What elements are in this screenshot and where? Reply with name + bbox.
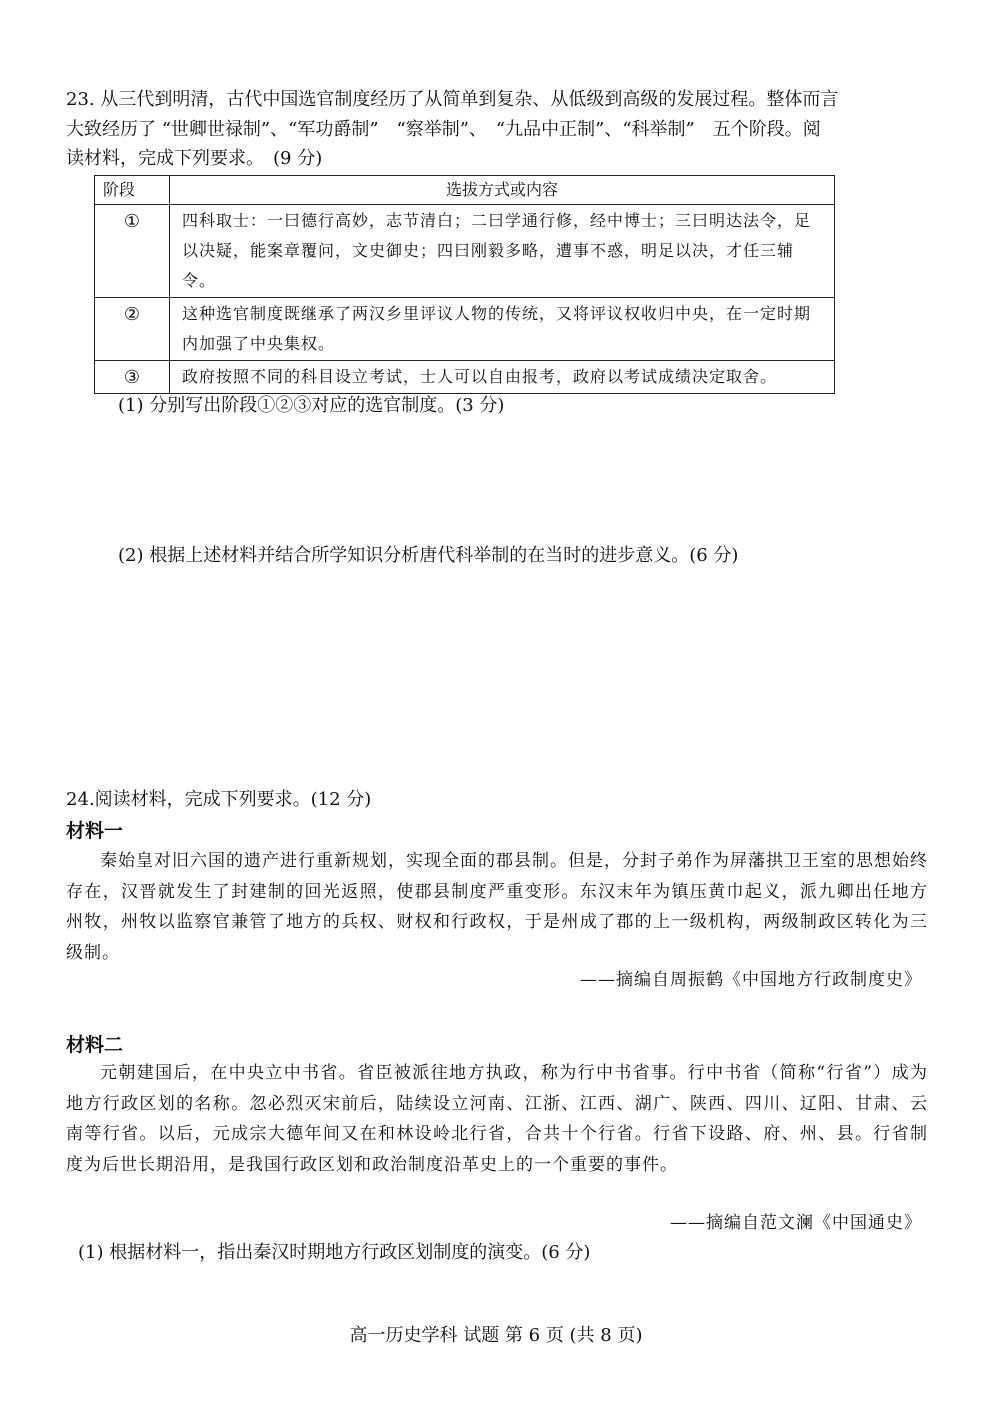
stage-content: 政府按照不同的科目设立考试，士人可以自由报考，政府以考试成绩决定取舍。 — [170, 361, 835, 394]
q24-sub-question-1: (1) 根据材料一，指出秦汉时期地方行政区划制度的演变。(6 分) — [78, 1242, 591, 1263]
q23-intro-line-1: 23. 从三代到明清，古代中国选官制度经历了从简单到复杂、从低级到高级的发展过程。整体而言 — [66, 89, 839, 110]
material-1-title: 材料一 — [66, 820, 124, 842]
stage-table — [94, 175, 835, 394]
table-row — [95, 298, 835, 361]
q23-sub-question-1: (1) 分别写出阶段①②③对应的选官制度。(3 分) — [118, 395, 505, 416]
page-footer: 高一历史学科 试题 第 6 页 (共 8 页) — [349, 1325, 643, 1346]
stage-content: 四科取士：一曰德行高妙，志节清白；二曰学通行修，经中博士；三曰明达法令，足以决疑，能案章覆问，文史御史；四曰刚毅多略，遭事不惑，明足以决，才任三辅令。 — [170, 205, 835, 298]
table-row — [95, 205, 835, 298]
q23-sub-question-2: (2) 根据上述材料并结合所学知识分析唐代科举制的在当时的进步意义。(6 分) — [118, 545, 739, 566]
header-stage: 阶段 — [95, 176, 170, 205]
q23-intro-line-2: 大致经历了 “世卿世禄制”、“军功爵制” “察举制”、 “九品中正制”、“科举制” 五个阶段。阅 — [66, 119, 821, 140]
header-content: 选拔方式或内容 — [170, 176, 835, 205]
table-header-row — [95, 176, 835, 205]
stage-number: ③ — [95, 361, 170, 394]
q24-intro: 24.阅读材料，完成下列要求。(12 分) — [66, 789, 372, 810]
stage-number: ② — [95, 298, 170, 361]
material-2-text: 元朝建国后，在中央立中书省。省臣被派往地方执政，称为行中书省事。行中书省（简称“行省”）成为地方行政区划的名称。忽必烈灭宋前后，陆续设立河南、江浙、江西、湖广、陕西、四川、辽阳、甘肃、云南等行省。以后，元成宗大德年间又在和林设岭北行省，合共十个行省。行省下设路、府、州、县。行省制度为后世长期沿用，是我国行政区划和政治制度沿革史上的一个重要的事件。 — [66, 1063, 928, 1175]
table-row — [95, 361, 835, 394]
q23-intro-line-3: 读材料，完成下列要求。 (9 分) — [66, 148, 323, 169]
stage-number: ① — [95, 205, 170, 298]
material-1-text: 秦始皇对旧六国的遗产进行重新规划，实现全面的郡县制。但是，分封子弟作为屏藩拱卫王室的思想始终存在，汉晋就发生了封建制的回光返照，使郡县制度严重变形。东汉末年为镇压黄巾起义，派九卿出任地方州牧，州牧以监察官兼管了地方的兵权、财权和行政权，于是州成了郡的上一级机构，两级制政区转化为三级制。 — [66, 851, 928, 963]
material-2-title: 材料二 — [66, 1034, 124, 1056]
material-1-source: ——摘编自周振鹤《中国地方行政制度史》 — [580, 970, 922, 990]
stage-content: 这种选官制度既继承了两汉乡里评议人物的传统，又将评议权收归中央，在一定时期内加强了中央集权。 — [170, 298, 835, 361]
material-2-source: ——摘编自范文澜《中国通史》 — [670, 1213, 922, 1233]
